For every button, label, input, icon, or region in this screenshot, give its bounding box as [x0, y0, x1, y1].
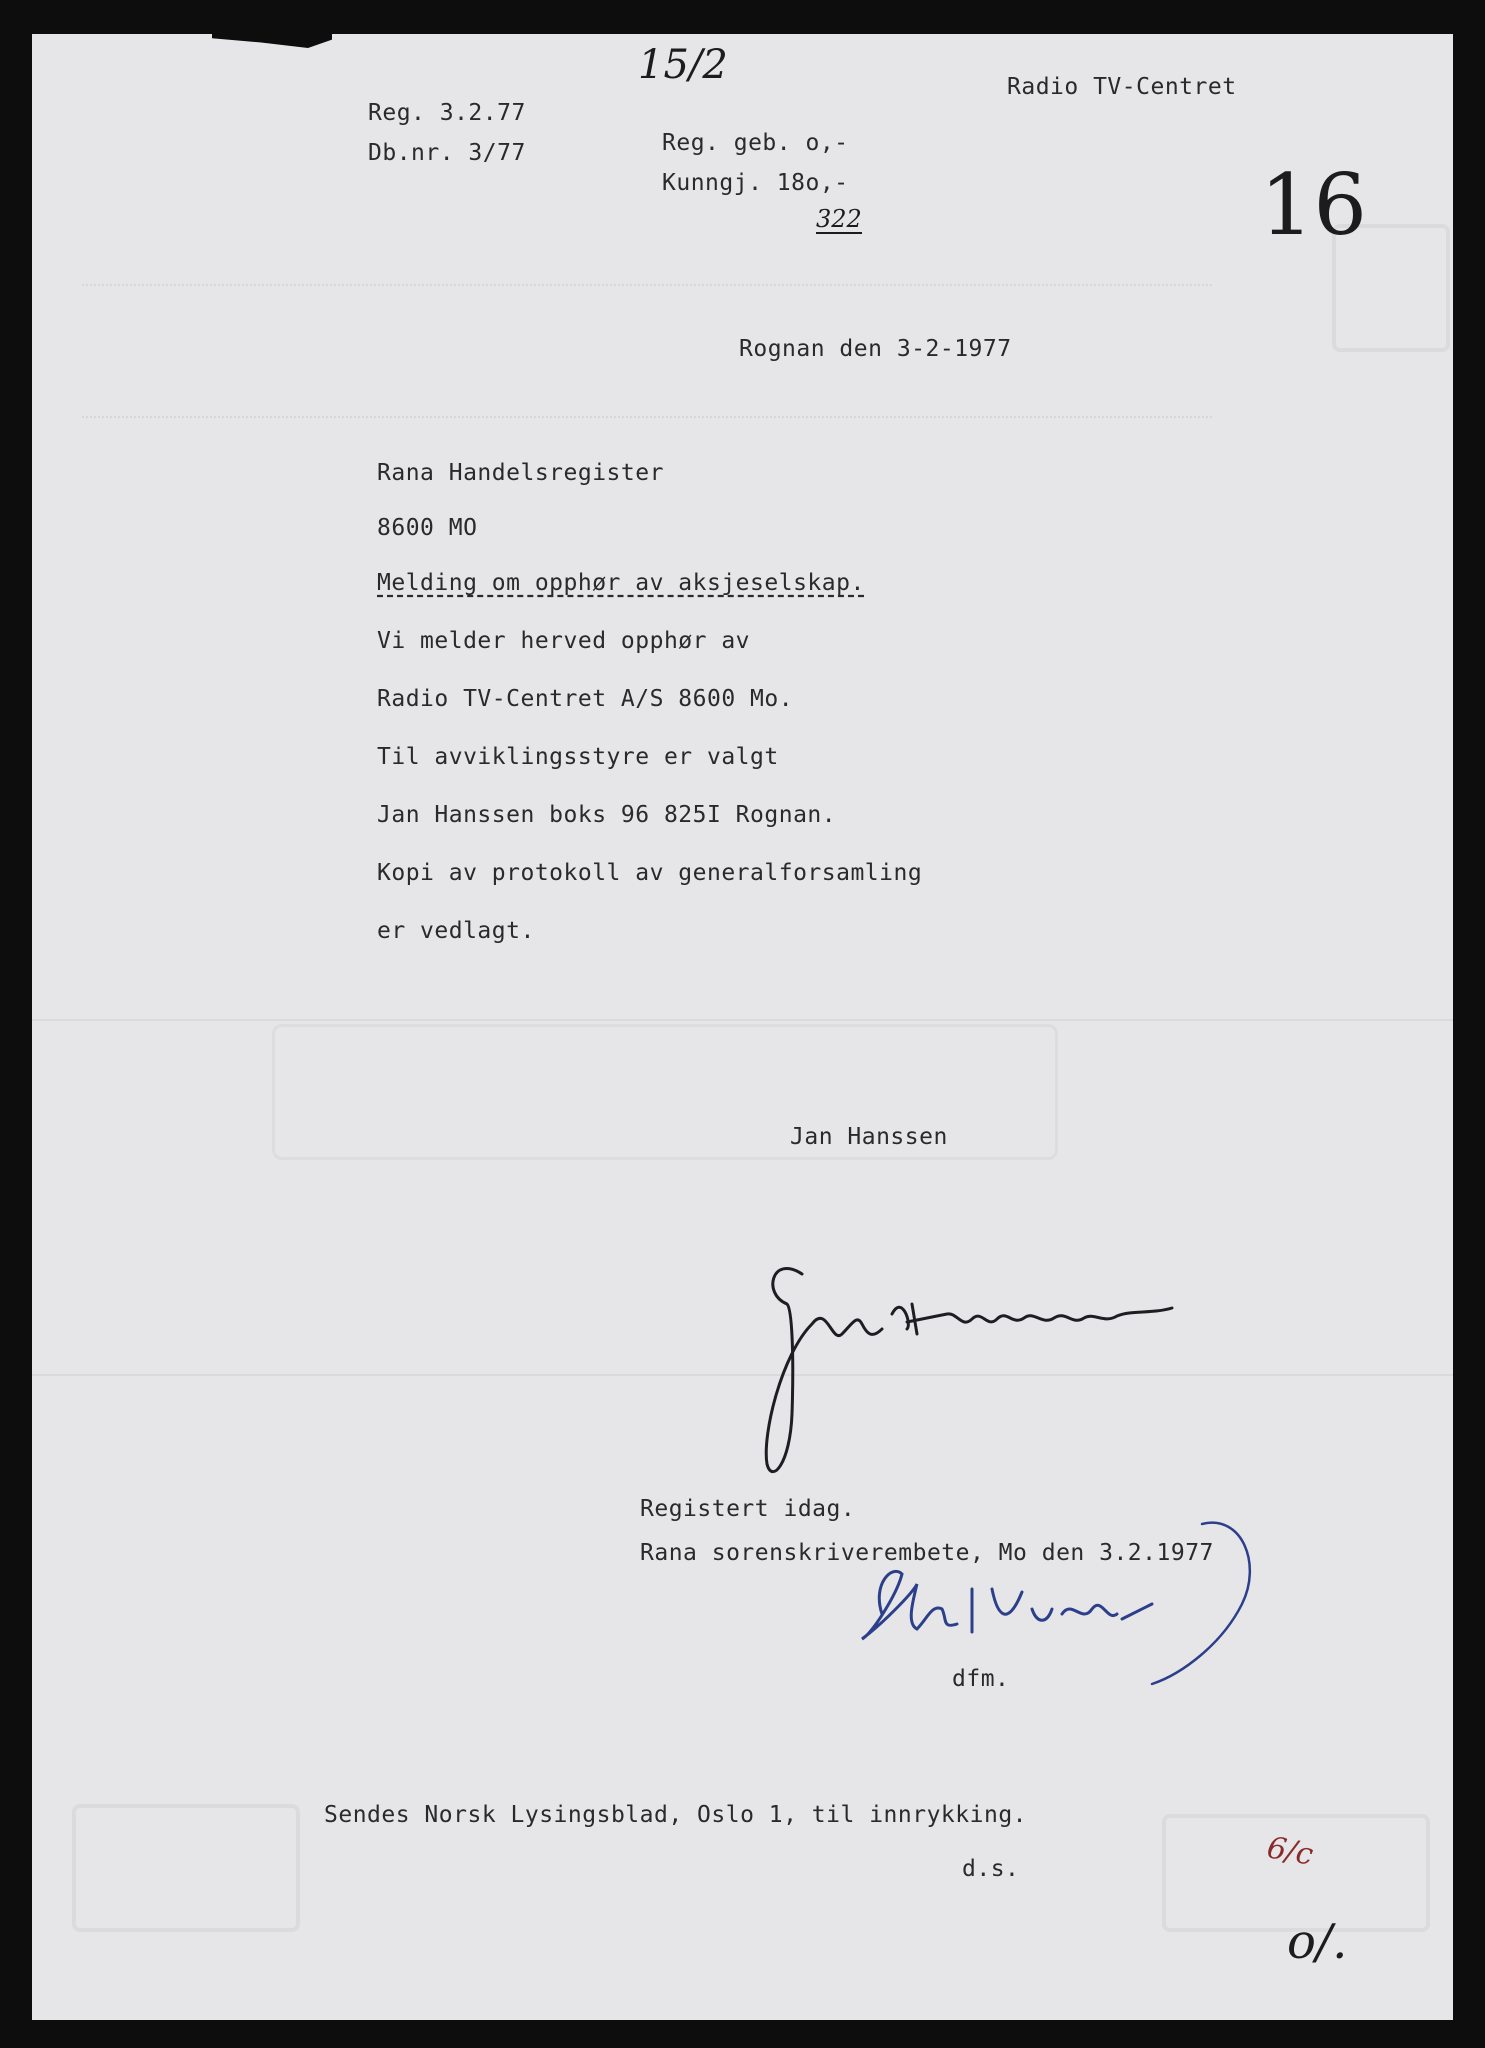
body-line: Kopi av protokoll av generalforsamling	[377, 860, 923, 886]
sendes-instruction: Sendes Norsk Lysingsblad, Oslo 1, til innrykking.	[324, 1802, 1028, 1828]
body-line: Til avviklingsstyre er valgt	[377, 744, 779, 770]
reg-date: Reg. 3.2.77	[368, 100, 526, 126]
fold-line	[32, 1019, 1453, 1021]
document-page	[32, 34, 1453, 2020]
torn-edge	[212, 34, 332, 48]
body-line: Radio TV-Centret A/S 8600 Mo.	[377, 686, 794, 712]
registration-office-date: Rana sorenskriverembete, Mo den 3.2.1977	[640, 1540, 1214, 1566]
show-through-mark	[72, 1804, 300, 1932]
place-date: Rognan den 3-2-1977	[739, 336, 1012, 362]
signatory-name: Jan Hanssen	[790, 1124, 948, 1150]
handwritten-sum: 322	[816, 205, 862, 233]
margin-mark: o/.	[1287, 1914, 1348, 1970]
ds-note: d.s.	[962, 1856, 1020, 1882]
recipient-city: 8600 MO	[377, 515, 478, 541]
body-line: Vi melder herved opphør av	[377, 628, 751, 654]
signature-registrar	[822, 1504, 1312, 1694]
company-header: Radio TV-Centret	[1007, 74, 1237, 100]
subject-line: Melding om opphør av aksjeselskap.	[377, 570, 865, 596]
handwritten-top-number: 15/2	[638, 42, 728, 88]
margin-fraction: 6/c	[1264, 1830, 1316, 1873]
registration-line: Registert idag.	[640, 1496, 856, 1522]
reg-fee: Reg. geb. o,-	[662, 130, 849, 156]
body-line: er vedlagt.	[377, 918, 535, 944]
db-number: Db.nr. 3/77	[368, 140, 526, 166]
signature-jan-hanssen	[732, 1234, 1232, 1494]
recipient-name: Rana Handelsregister	[377, 460, 664, 486]
announcement-fee: Kunngj. 18o,-	[662, 170, 849, 196]
registrar-title: dfm.	[952, 1666, 1010, 1692]
show-through-mark	[82, 284, 1212, 418]
handwritten-page-number: 16	[1260, 156, 1367, 254]
body-line: Jan Hanssen boks 96 825I Rognan.	[377, 802, 837, 828]
